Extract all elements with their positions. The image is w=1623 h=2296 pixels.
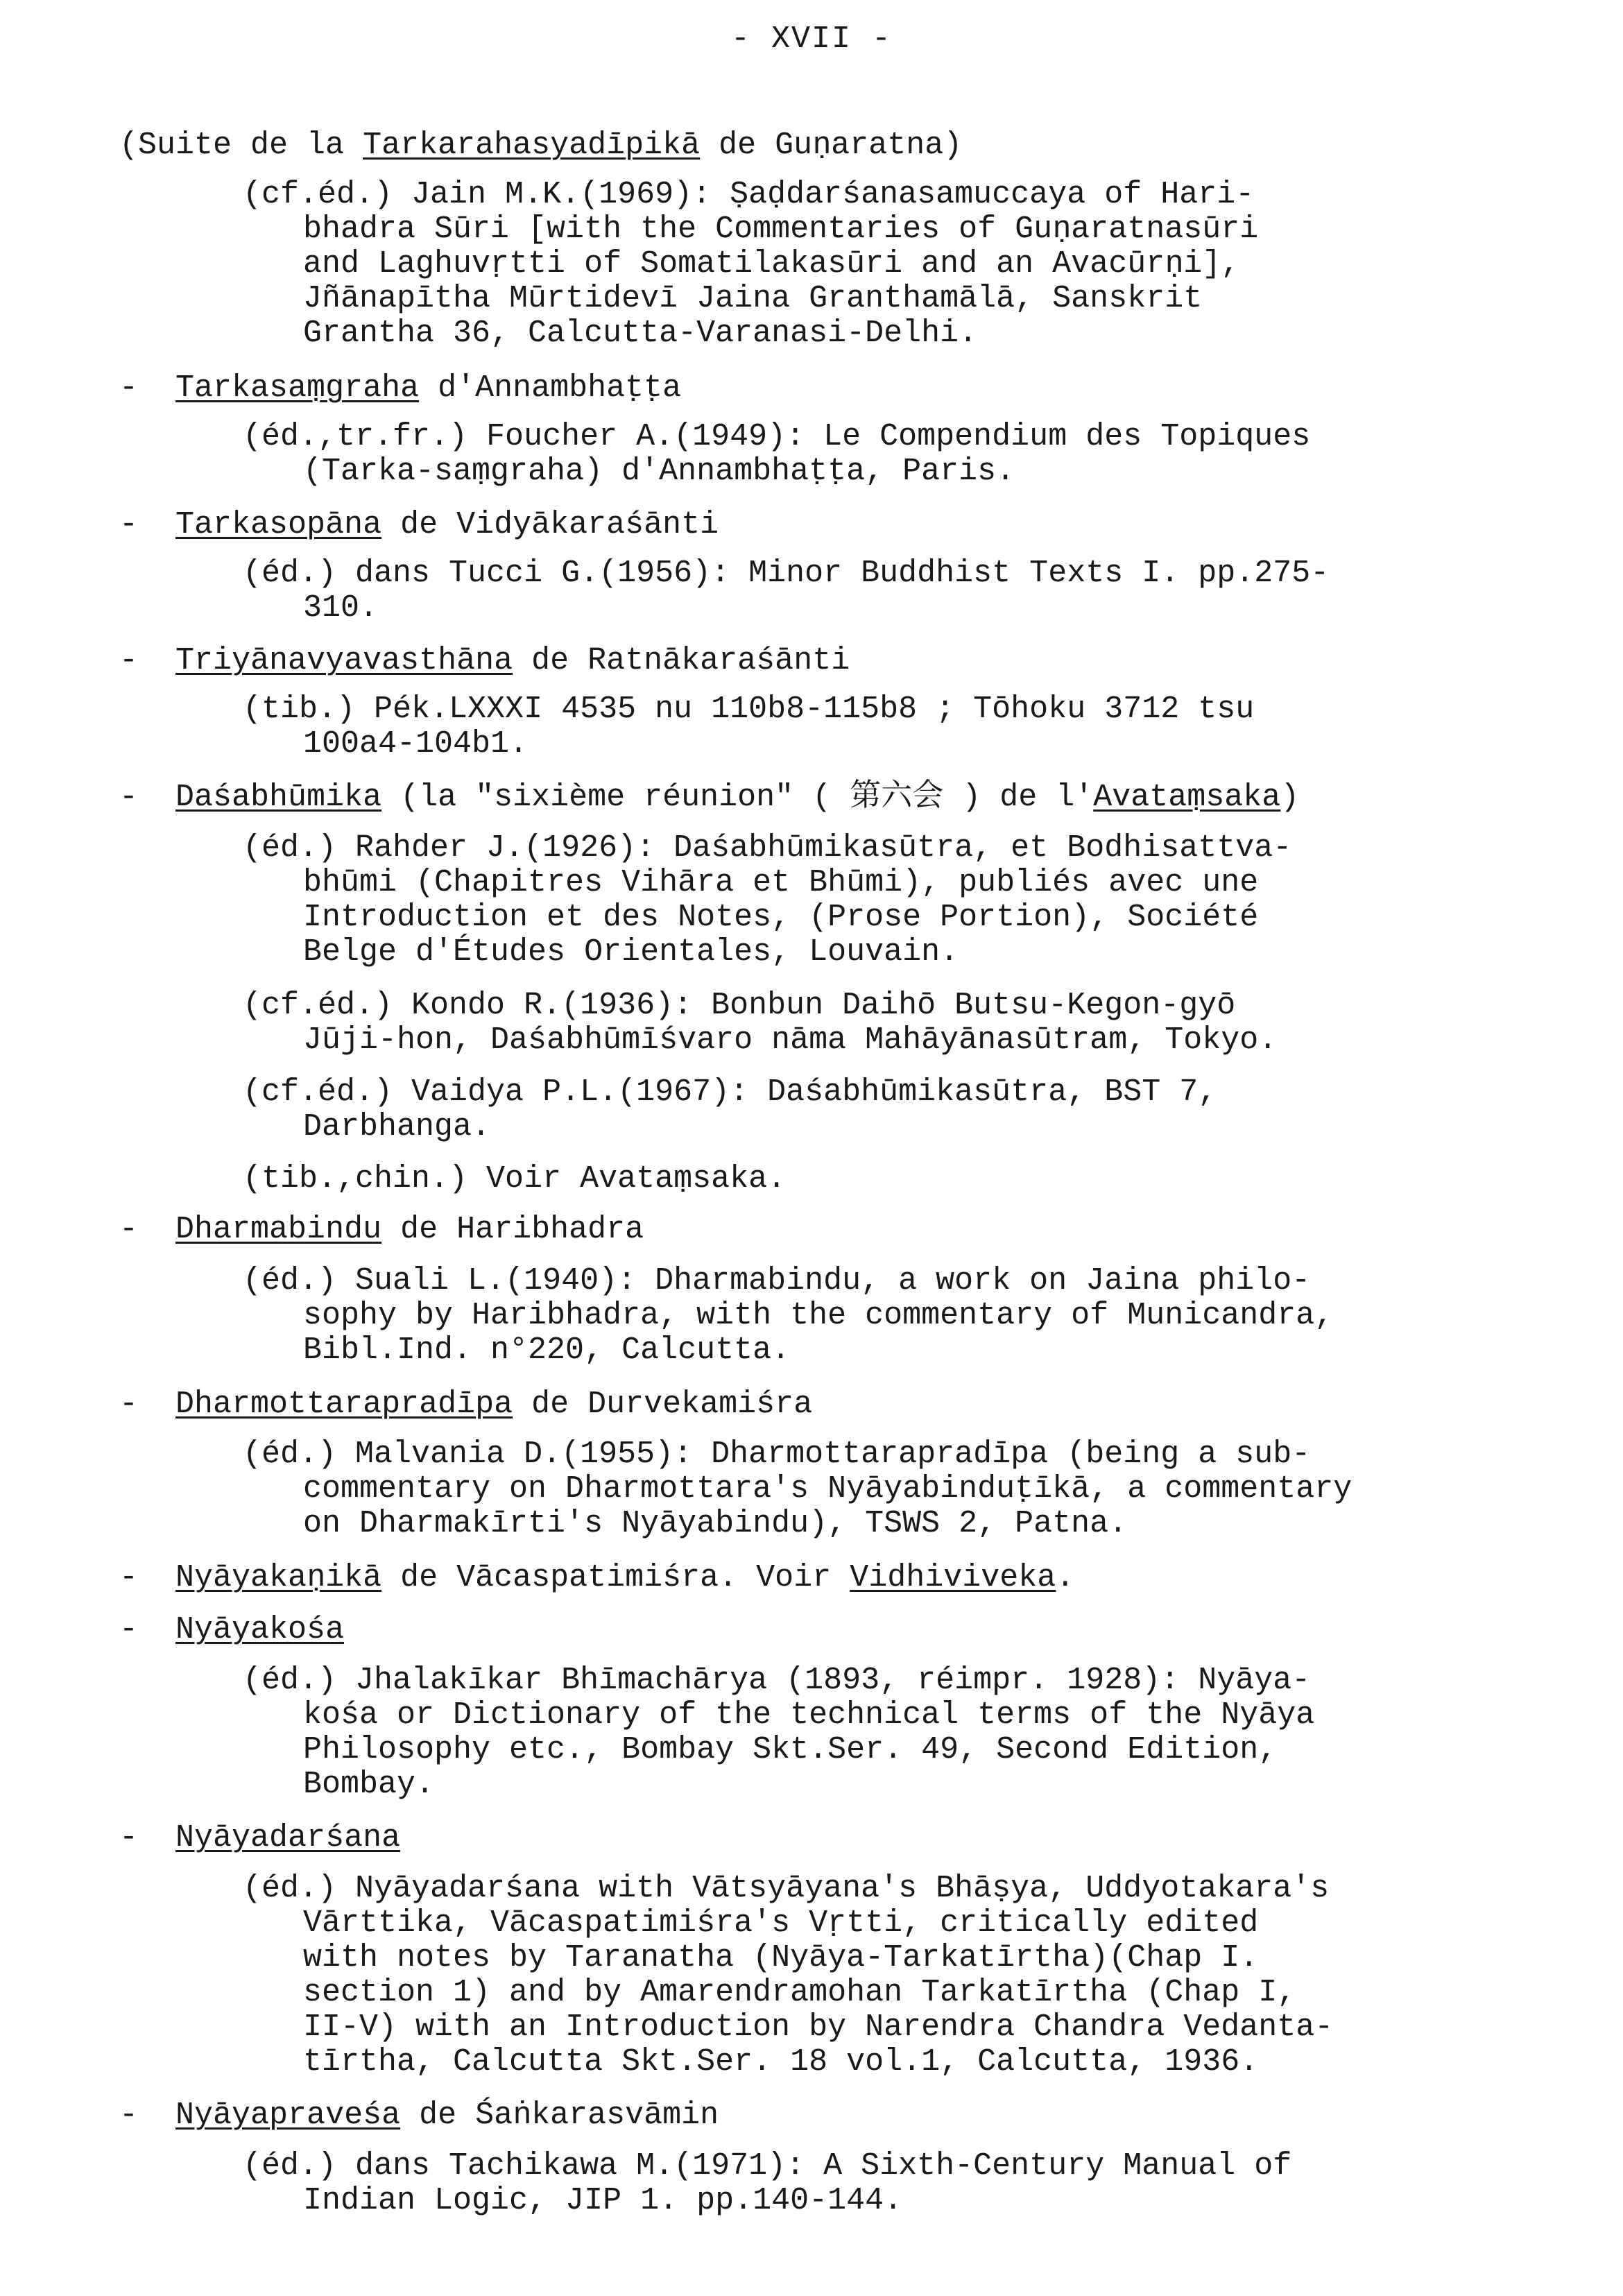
edition-line: (tib.) Pék.LXXXI 4535 nu 110b8-115b8 ; Tōhoku 3712 tsu — [243, 692, 1255, 727]
entry-author: de Haribhadra — [381, 1212, 644, 1247]
entry-note-end: . — [1056, 1560, 1075, 1595]
edition-line: kośa or Dictionary of the technical terms of the Nyāya — [303, 1697, 1315, 1733]
continuation-heading — [119, 128, 962, 163]
edition-line: (Tarka-saṃgraha) d'Annambhaṭṭa, Paris. — [303, 454, 1015, 489]
edition-line: sophy by Haribhadra, with the commentary of Municandra, — [303, 1298, 1334, 1333]
edition-line: (cf.éd.) Jain M.K.(1969): Ṣaḍdarśanasamuccaya of Hari- — [243, 177, 1255, 212]
entry-heading — [119, 1387, 812, 1422]
entry-dash: - — [119, 1612, 139, 1647]
edition-line: Jñānapītha Mūrtidevī Jaina Granthamālā, Sanskrit — [303, 281, 1203, 316]
entry-author: de Vidyākaraśānti — [381, 507, 719, 542]
entry-heading — [119, 2098, 719, 2133]
entry-author: de Śaṅkarasvāmin — [400, 2098, 719, 2133]
entry-heading — [119, 371, 681, 406]
continuation-title: Tarkarahasyadīpikā — [363, 128, 701, 163]
edition-line: on Dharmakīrti's Nyāyabindu), TSWS 2, Patna. — [303, 1506, 1128, 1541]
continuation-text: (Suite de la — [119, 128, 363, 163]
entry-heading — [119, 1821, 400, 1856]
entry-dash: - — [119, 1820, 139, 1856]
edition-line: Bibl.Ind. n°220, Calcutta. — [303, 1333, 791, 1368]
entry-dash: - — [119, 643, 139, 678]
edition-line: Introduction et des Notes, (Prose Portion), Société — [303, 900, 1259, 935]
edition-line: Philosophy etc., Bombay Skt.Ser. 49, Second Edition, — [303, 1732, 1278, 1767]
entry-heading — [119, 1213, 644, 1247]
entry-title: Nyāyapraveśa — [175, 2098, 401, 2133]
entry-author: d'Annambhaṭṭa — [419, 370, 682, 406]
entry-dash: - — [119, 2098, 139, 2133]
entry-author: de Durvekamiśra — [513, 1387, 813, 1422]
edition-line: tīrtha, Calcutta Skt.Ser. 18 vol.1, Calcutta, 1936. — [303, 2044, 1259, 2080]
edition-line: II-V) with an Introduction by Narendra Chandra Vedanta- — [303, 2010, 1334, 2045]
entry-dash: - — [119, 1387, 139, 1422]
entry-title: Dharmottarapradīpa — [175, 1387, 513, 1422]
continuation-rest: de Guṇaratna) — [700, 128, 963, 163]
edition-line: Jūji-hon, Daśabhūmīśvaro nāma Mahāyānasūtram, Tokyo. — [303, 1022, 1278, 1058]
entry-title: Nyāyakośa — [175, 1612, 345, 1647]
edition-line: (éd.) Nyāyadarśana with Vātsyāyana's Bhāṣya, Uddyotakara's — [243, 1871, 1330, 1906]
entry-heading — [119, 780, 1299, 815]
entry-note: (la "sixième réunion" ( 第六会 ) de l' — [381, 780, 1094, 815]
entry-heading — [119, 508, 719, 542]
entry-dash: - — [119, 370, 139, 406]
edition-line: (éd.) Rahder J.(1926): Daśabhūmikasūtra, et Bodhisattva- — [243, 830, 1292, 866]
edition-line: section 1) and by Amarendramohan Tarkatīrtha (Chap I, — [303, 1975, 1296, 2010]
edition-line: (éd.) Suali L.(1940): Dharmabindu, a work on Jaina philo- — [243, 1263, 1311, 1299]
edition-line: Grantha 36, Calcutta-Varanasi-Delhi. — [303, 316, 978, 351]
entry-title: Nyāyakaṇikā — [175, 1560, 382, 1595]
edition-line: commentary on Dharmottara's Nyāyabinduṭīkā, a commentary — [303, 1471, 1352, 1507]
entry-author: de Vācaspatimiśra. Voir — [381, 1560, 850, 1595]
edition-line: (éd.) dans Tucci G.(1956): Minor Buddhist Texts I. pp.275- — [243, 556, 1330, 591]
edition-line: (éd.,tr.fr.) Foucher A.(1949): Le Compendium des Topiques — [243, 419, 1311, 454]
entry-title: Triyānavyavasthāna — [175, 643, 513, 678]
edition-line: and Laghuvṛtti of Somatilakasūri and an Avacūrṇi], — [303, 246, 1240, 282]
entry-title: Tarkasopāna — [175, 507, 382, 542]
edition-line: Indian Logic, JIP 1. pp.140-144. — [303, 2183, 903, 2218]
edition-line: Belge d'Études Orientales, Louvain. — [303, 934, 959, 970]
entry-heading — [119, 1561, 1074, 1595]
edition-line: Vārttika, Vācaspatimiśra's Vṛtti, critically edited — [303, 1905, 1259, 1941]
page-number: - XVII - — [730, 22, 893, 57]
edition-line: 100a4-104b1. — [303, 726, 529, 762]
edition-line: (cf.éd.) Kondo R.(1936): Bonbun Daihō Butsu-Kegon-gyō — [243, 988, 1236, 1023]
edition-line: (éd.) Malvania D.(1955): Dharmottarapradīpa (being a sub- — [243, 1437, 1311, 1472]
entry-title-ref: Vidhiviveka — [850, 1560, 1056, 1595]
edition-line: Darbhanga. — [303, 1109, 491, 1145]
edition-line: (éd.) dans Tachikawa M.(1971): A Sixth-Century Manual of — [243, 2148, 1292, 2184]
entry-note-end: ) — [1280, 780, 1300, 815]
entry-author: de Ratnākaraśānti — [513, 643, 850, 678]
edition-line: 310. — [303, 590, 379, 626]
entry-title: Tarkasaṃgraha — [175, 370, 420, 406]
edition-line: bhadra Sūri [with the Commentaries of Guṇaratnasūri — [303, 212, 1259, 247]
entry-heading — [119, 1613, 344, 1647]
edition-line: (cf.éd.) Vaidya P.L.(1967): Daśabhūmikasūtra, BST 7, — [243, 1074, 1217, 1110]
entry-title: Dharmabindu — [175, 1212, 382, 1247]
entry-dash: - — [119, 507, 139, 542]
entry-dash: - — [119, 780, 139, 815]
entry-dash: - — [119, 1212, 139, 1247]
edition-line: Bombay. — [303, 1767, 435, 1802]
entry-title: Daśabhūmika — [175, 780, 382, 815]
entry-heading — [119, 644, 850, 678]
edition-line: bhūmi (Chapitres Vihāra et Bhūmi), publiés avec une — [303, 865, 1259, 900]
entry-dash: - — [119, 1560, 139, 1595]
edition-line: with notes by Taranatha (Nyāya-Tarkatīrtha)(Chap I. — [303, 1940, 1259, 1976]
edition-line: (tib.,chin.) Voir Avataṃsaka. — [243, 1161, 787, 1197]
entry-title: Nyāyadarśana — [175, 1820, 401, 1856]
edition-line: (éd.) Jhalakīkar Bhīmachārya (1893, réimpr. 1928): Nyāya- — [243, 1663, 1311, 1698]
entry-title-ref: Avataṃsaka — [1093, 780, 1281, 815]
